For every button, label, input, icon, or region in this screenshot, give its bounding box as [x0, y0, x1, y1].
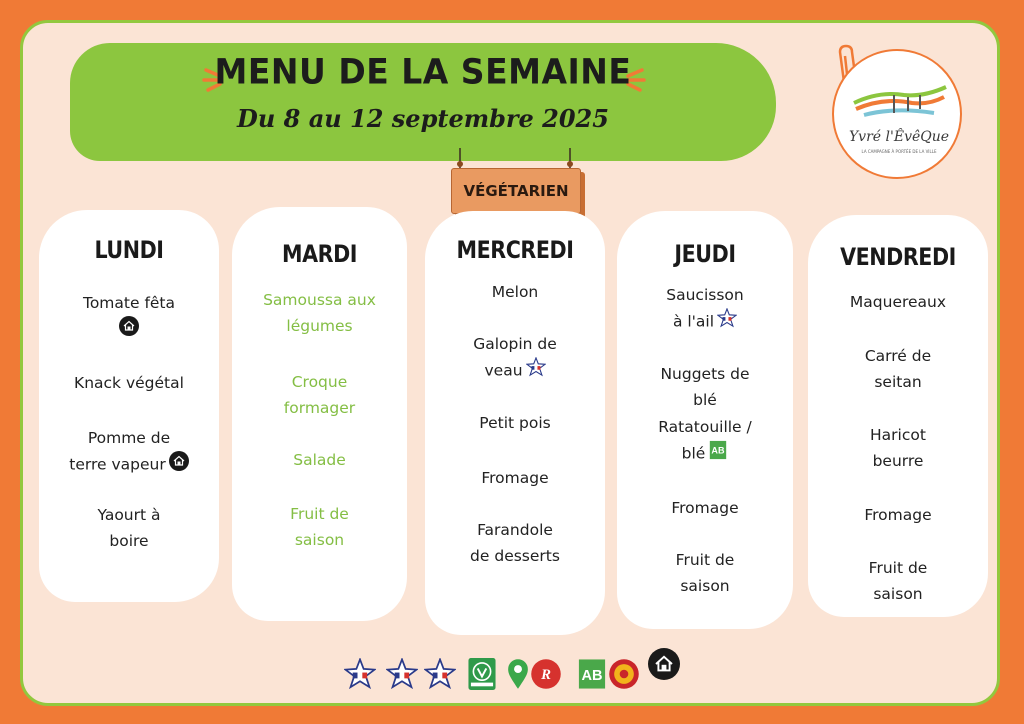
menu-item-line: boire: [109, 532, 149, 550]
menu-item-line: Samoussa aux: [263, 291, 376, 309]
svg-text:AB: AB: [581, 667, 603, 684]
fait-maison-icon: [119, 316, 139, 344]
menu-item-line: saison: [294, 531, 345, 549]
day-card-jeudi: [617, 211, 793, 629]
day-card-mercredi: [425, 211, 605, 635]
label-rouge-icon: [530, 658, 562, 694]
fait-maison-icon: [648, 648, 680, 684]
menu-item-line: Yaourt à: [97, 506, 161, 524]
menu-item-line: Tomate fêta: [82, 294, 176, 312]
day-heading: VENDREDI: [840, 243, 956, 271]
volaille-francaise-icon: [344, 658, 376, 694]
menu-item-line: Carré de: [864, 347, 932, 365]
viande-francaise-icon: [717, 308, 737, 336]
menu-item-line: Fromage: [481, 469, 549, 487]
svg-text:R: R: [541, 666, 551, 683]
menu-item-line: blé: [693, 391, 717, 409]
menu-item-line: Knack végétal: [74, 374, 184, 392]
vegetarian-badge: VÉGÉTARIEN: [451, 168, 581, 214]
menu-item-line: Farandole: [477, 521, 553, 539]
menu-item-line: formager: [283, 399, 356, 417]
menu-item: [814, 555, 982, 607]
town-logo-bridge-icon: [834, 51, 962, 131]
viande-bovine-francaise-icon: [386, 658, 418, 694]
day-card-vendredi: [808, 215, 988, 617]
menu-item-line: veau: [484, 361, 523, 380]
menu-item: [431, 465, 599, 491]
menu-item: [431, 410, 599, 436]
quality-labels-row: [344, 648, 684, 694]
menu-item: [431, 331, 599, 385]
menu-item: [238, 369, 401, 421]
menu-item: [45, 290, 213, 344]
menu-item: [45, 502, 213, 554]
menu-item-line: Croque: [291, 373, 348, 391]
menu-item: [45, 425, 213, 479]
town-tagline: LA CAMPAGNE À PORTÉE DE LA VILLE: [861, 149, 937, 154]
aop-icon: [608, 658, 640, 694]
menu-item: [814, 502, 982, 528]
menu-item-line: Salade: [293, 451, 346, 469]
menu-item-line: Fruit de: [290, 505, 349, 523]
menu-item-line: à l'ail: [672, 312, 715, 331]
menu-item: [814, 422, 982, 474]
agriculture-biologique-icon: [576, 658, 608, 694]
day-heading: MERCREDI: [456, 236, 574, 264]
menu-item-line: Haricot: [870, 426, 926, 444]
menu-item-line: blé: [681, 444, 706, 463]
menu-item-line: Fromage: [671, 499, 739, 517]
menu-item: [431, 279, 599, 305]
menu-item: [623, 414, 787, 468]
agriculture-biologique-icon: [708, 440, 728, 468]
day-heading: JEUDI: [674, 240, 736, 268]
menu-item: [623, 495, 787, 521]
menu-item-line: de desserts: [470, 547, 560, 565]
menu-item: [814, 289, 982, 315]
menu-item: [238, 447, 401, 473]
svg-text:AB: AB: [711, 445, 725, 456]
day-card-lundi: [39, 210, 219, 602]
town-name: Yvré l'ÊvêQue: [848, 129, 950, 145]
viande-francaise-icon: [526, 357, 546, 385]
menu-item-line: terre vapeur: [69, 455, 166, 474]
menu-item: [431, 517, 599, 569]
menu-item-line: seitan: [874, 373, 922, 391]
menu-item: [238, 287, 401, 339]
menu-item: [623, 361, 787, 413]
vegetarien-icon: [466, 658, 498, 694]
menu-item-line: saison: [873, 585, 923, 603]
menu-item-line: beurre: [872, 452, 924, 470]
day-heading: LUNDI: [94, 236, 164, 264]
fait-maison-icon: [169, 451, 189, 479]
menu-item: [623, 547, 787, 599]
day-heading: MARDI: [281, 240, 358, 268]
town-logo: [832, 49, 962, 179]
menu-item-line: Maquereaux: [849, 293, 947, 311]
menu-item: [45, 370, 213, 396]
menu-item: [238, 501, 401, 553]
menu-item-line: légumes: [286, 317, 353, 335]
menu-item-line: Pomme de: [87, 429, 171, 447]
menu-item-line: Galopin de: [473, 335, 557, 353]
menu-item-line: saison: [680, 577, 730, 595]
menu-item-line: Fruit de: [675, 551, 735, 569]
date-range: Du 8 au 12 septembre 2025: [237, 104, 609, 133]
menu-item-line: Ratatouille /: [658, 418, 752, 436]
menu-item-line: Melon: [491, 283, 539, 301]
menu-item: [623, 282, 787, 336]
menu-item-line: Nuggets de: [660, 365, 750, 383]
menu-item-line: Saucisson: [666, 286, 744, 304]
menu-item-line: Fromage: [864, 506, 932, 524]
viande-porcine-francaise-icon: [424, 658, 456, 694]
page-title: MENU DE LA SEMAINE: [214, 51, 632, 92]
menu-item-line: Fruit de: [868, 559, 928, 577]
day-card-mardi: [232, 207, 407, 621]
menu-item-line: Petit pois: [479, 414, 551, 432]
menu-item: [814, 343, 982, 395]
